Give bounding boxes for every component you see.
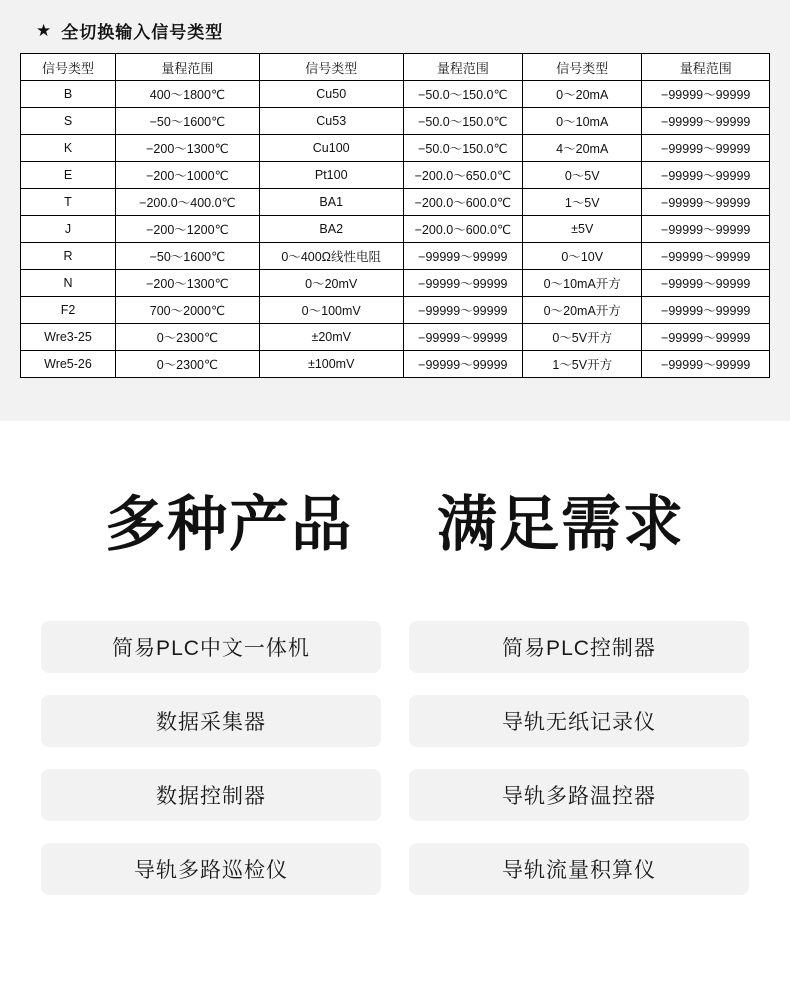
table-row [21, 243, 770, 270]
table-cell: E [21, 162, 116, 189]
table-cell: −99999～99999 [642, 243, 770, 270]
table-cell: −200～1200℃ [115, 216, 259, 243]
products-title-right: 满足需求 [436, 490, 685, 560]
table-cell: −99999～99999 [642, 324, 770, 351]
table-cell: −99999～99999 [403, 351, 522, 378]
table-cell: −50～1600℃ [115, 108, 259, 135]
signal-type-section [0, 0, 790, 421]
table-cell: −99999～99999 [403, 297, 522, 324]
table-cell: −99999～99999 [642, 216, 770, 243]
table-cell: 700～2000℃ [115, 297, 259, 324]
table-cell: 0～400Ω线性电阻 [259, 243, 403, 270]
products-title [0, 477, 790, 563]
table-row [21, 297, 770, 324]
table-row [21, 270, 770, 297]
product-chip-data-controller[interactable]: 数据控制器 [41, 769, 381, 821]
table-cell: 0～20mA开方 [523, 297, 642, 324]
table-row [21, 162, 770, 189]
table-cell: −200.0～650.0℃ [403, 162, 522, 189]
table-cell: B [21, 81, 116, 108]
product-chip-paperless-recorder[interactable]: 导轨无纸记录仪 [409, 695, 749, 747]
table-row [21, 351, 770, 378]
products-section [0, 421, 790, 983]
table-cell: 0～10mA开方 [523, 270, 642, 297]
table-cell: S [21, 108, 116, 135]
table-cell: −99999～99999 [642, 162, 770, 189]
column-header: 信号类型 [523, 54, 642, 81]
table-cell: 1～5V开方 [523, 351, 642, 378]
table-cell: −99999～99999 [642, 108, 770, 135]
table-cell: −99999～99999 [403, 270, 522, 297]
table-cell: ±20mV [259, 324, 403, 351]
table-row [21, 81, 770, 108]
column-header: 量程范围 [403, 54, 522, 81]
column-header: 信号类型 [21, 54, 116, 81]
table-cell: Wre3-25 [21, 324, 116, 351]
table-cell: ±5V [523, 216, 642, 243]
section-heading [36, 18, 772, 43]
product-chip-multi-temp-controller[interactable]: 导轨多路温控器 [409, 769, 749, 821]
table-cell: 0～2300℃ [115, 324, 259, 351]
table-cell: −99999～99999 [642, 135, 770, 162]
table-cell: 0～5V开方 [523, 324, 642, 351]
table-cell: Pt100 [259, 162, 403, 189]
table-cell: 0～5V [523, 162, 642, 189]
products-title-left: 多种产品 [105, 490, 354, 560]
product-chip-flow-totalizer[interactable]: 导轨流量积算仪 [409, 843, 749, 895]
column-header: 量程范围 [642, 54, 770, 81]
table-cell: Cu53 [259, 108, 403, 135]
page-title: 全切换输入信号类型 [61, 23, 224, 42]
table-cell: Wre5-26 [21, 351, 116, 378]
table-cell: −200～1300℃ [115, 270, 259, 297]
table-cell: R [21, 243, 116, 270]
table-cell: −99999～99999 [403, 324, 522, 351]
table-cell: 0～10mA [523, 108, 642, 135]
table-cell: −200.0～600.0℃ [403, 216, 522, 243]
table-cell: BA1 [259, 189, 403, 216]
table-cell: −50.0～150.0℃ [403, 108, 522, 135]
product-chip-plc-hmi[interactable]: 简易PLC中文一体机 [41, 621, 381, 673]
table-cell: 0～100mV [259, 297, 403, 324]
signal-type-table [20, 53, 770, 378]
table-cell: −99999～99999 [642, 351, 770, 378]
table-row [21, 189, 770, 216]
product-chip-data-logger[interactable]: 数据采集器 [41, 695, 381, 747]
table-cell: T [21, 189, 116, 216]
table-row [21, 216, 770, 243]
table-cell: 4～20mA [523, 135, 642, 162]
table-cell: −200～1300℃ [115, 135, 259, 162]
table-cell: 0～2300℃ [115, 351, 259, 378]
table-cell: 1～5V [523, 189, 642, 216]
table-cell: −99999～99999 [642, 297, 770, 324]
table-cell: −200.0～600.0℃ [403, 189, 522, 216]
table-cell: −99999～99999 [642, 189, 770, 216]
table-cell: ±100mV [259, 351, 403, 378]
product-chip-multi-channel-inspector[interactable]: 导轨多路巡检仪 [41, 843, 381, 895]
table-cell: −50.0～150.0℃ [403, 135, 522, 162]
table-cell: Cu100 [259, 135, 403, 162]
table-cell: −200～1000℃ [115, 162, 259, 189]
table-cell: −200.0～400.0℃ [115, 189, 259, 216]
product-grid [0, 621, 790, 895]
star-icon: ★ [36, 21, 52, 40]
table-cell: Cu50 [259, 81, 403, 108]
table-cell: −50.0～150.0℃ [403, 81, 522, 108]
table-row [21, 108, 770, 135]
table-cell: BA2 [259, 216, 403, 243]
table-cell: −99999～99999 [403, 243, 522, 270]
table-row [21, 135, 770, 162]
table-cell: 0～10V [523, 243, 642, 270]
table-cell: −99999～99999 [642, 81, 770, 108]
table-cell: K [21, 135, 116, 162]
table-cell: N [21, 270, 116, 297]
table-header-row [21, 54, 770, 81]
table-cell: 0～20mA [523, 81, 642, 108]
table-cell: −99999～99999 [642, 270, 770, 297]
column-header: 量程范围 [115, 54, 259, 81]
product-chip-plc-controller[interactable]: 简易PLC控制器 [409, 621, 749, 673]
table-cell: −50～1600℃ [115, 243, 259, 270]
table-cell: 0～20mV [259, 270, 403, 297]
table-cell: 400～1800℃ [115, 81, 259, 108]
column-header: 信号类型 [259, 54, 403, 81]
table-cell: F2 [21, 297, 116, 324]
table-row [21, 324, 770, 351]
table-cell: J [21, 216, 116, 243]
